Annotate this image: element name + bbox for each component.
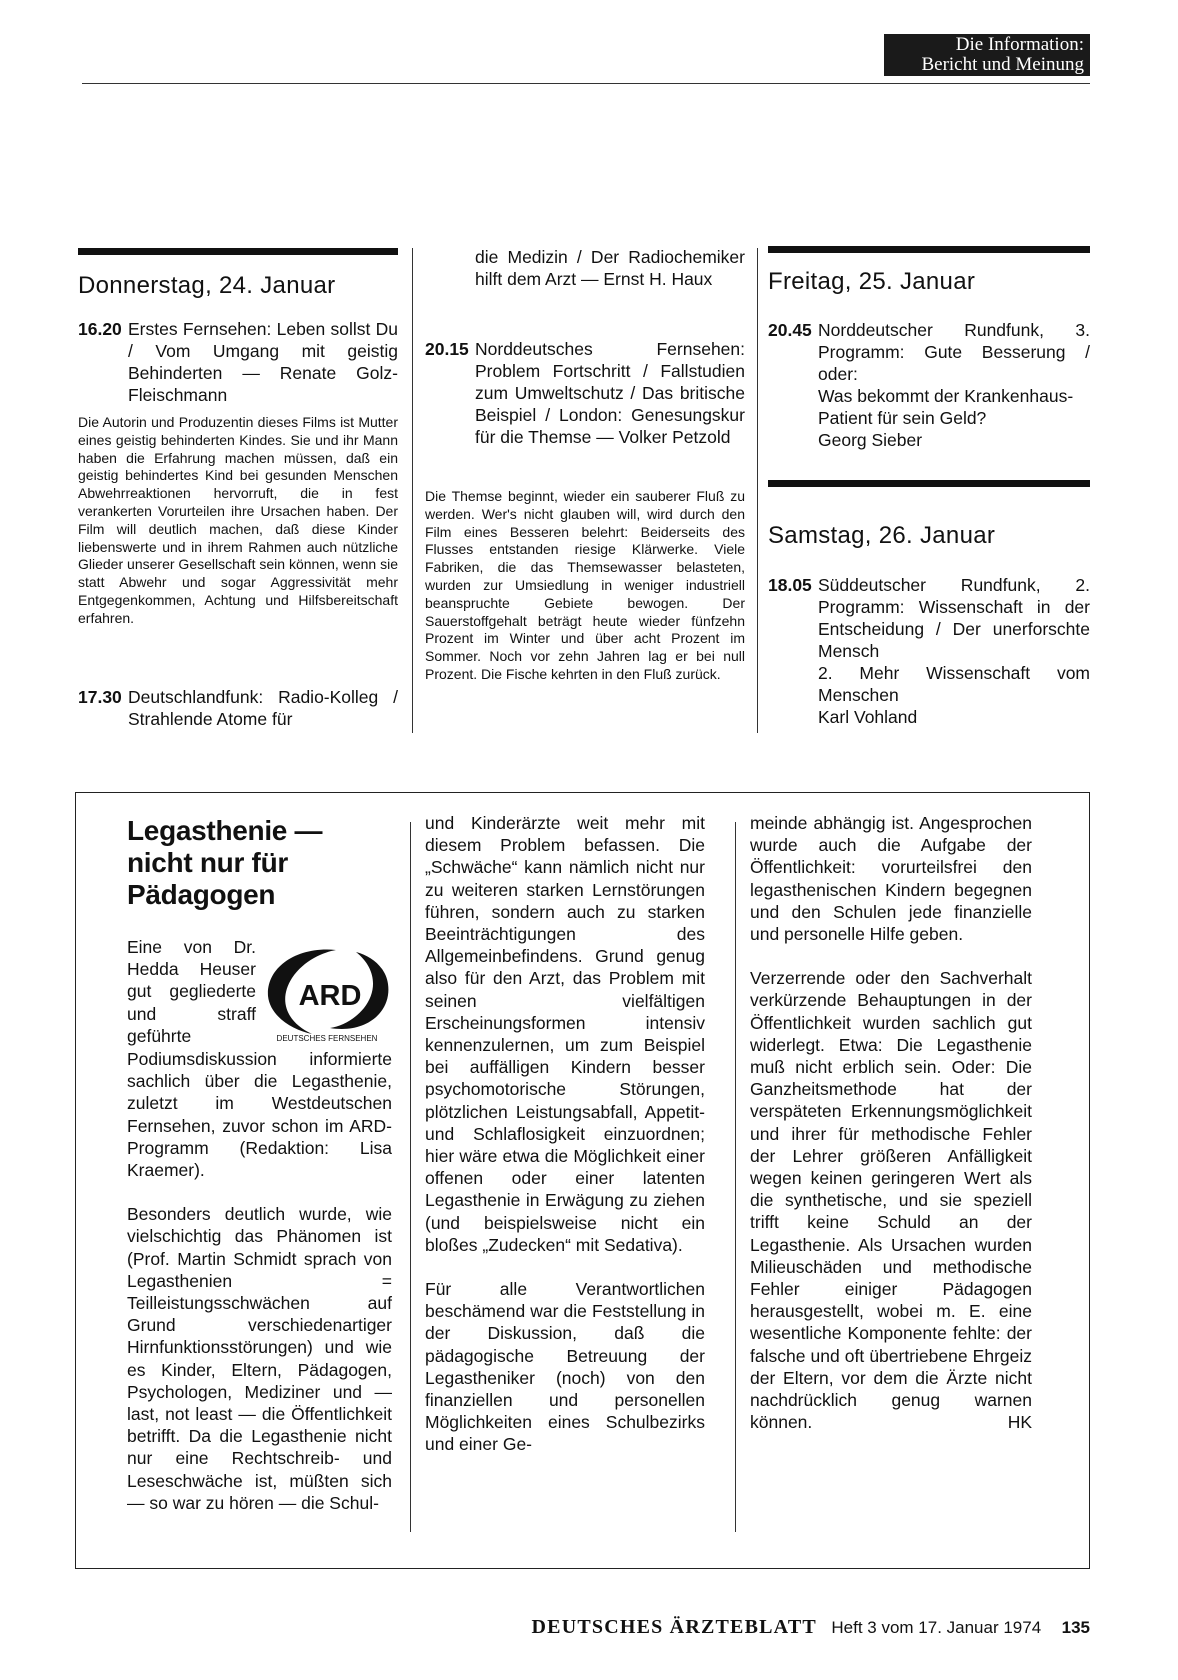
page-number: 135	[1061, 1618, 1090, 1637]
program-title-continued: die Medizin / Der Radiochemiker hilft dem Arzt — Ernst H. Haux	[475, 247, 745, 289]
program-title: Süddeutscher Rundfunk, 2. Programm: Wissenschaft in der Entscheidung / Der unerforschte Mensch	[818, 575, 1090, 661]
article-paragraph: und Kinderärzte weit mehr mit diesem Problem befassen. Die „Schwäche“ kann nämlich nicht nur zu weiteren starken Lernstörungen führen, sondern auch zu starken Beeinträchtigungen des Allgemeinbefindens. Grund genug also für den Arzt, das Problem mit seinen vielfältigen Erscheinungsformen intensiv kennenzulernen, um zum Beispiel bei auffälligen Kindern besser psychomotorische Störungen, plötzlichen Leistungsabfall, Appetit- und Schlaflosigkeit einzuordnen; hier wäre etwa die Möglichkeit einer offenen oder einer latenten Legasthenie in Erwägung zu ziehen (und beispielsweise nicht ein bloßes „Zudecken“ mit Sedativa).	[425, 813, 705, 1255]
day-divider-bar	[78, 248, 398, 255]
column-divider	[757, 248, 758, 733]
section-badge	[884, 34, 1090, 76]
program-subtitle: 2. Mehr Wissenschaft vom Menschen	[818, 663, 1090, 705]
article-paragraph-text: Eine von Dr. Hedda Heuser gut gegliederte und straff geführte Podiumsdiskussion informierte sachlich über die Legasthenie, zuletzt im Westdeutschen Fernsehen, zuvor schon im ARD-Programm (Redaktion: Lisa Kraemer).	[127, 937, 392, 1181]
program-author: Georg Sieber	[818, 430, 923, 450]
day-divider-bar	[768, 480, 1090, 487]
program-title: Deutschlandfunk: Radio-Kolleg / Strahlende Atome für	[128, 687, 398, 729]
day-heading-friday: Freitag, 25. Januar	[768, 268, 976, 295]
program-time: 20.15	[425, 339, 469, 359]
ard-logo-text: ARD	[298, 980, 362, 1012]
program-title: Norddeutscher Rundfunk, 3. Programm: Gute Besserung / oder:	[818, 320, 1090, 384]
issue-info: Heft 3 vom 17. Januar 1974	[831, 1618, 1042, 1637]
program-entry	[78, 686, 398, 730]
program-entry	[78, 318, 398, 406]
header-rule	[82, 83, 1090, 84]
article-paragraph: Besonders deutlich wurde, wie vielschichtig das Phänomen ist (Prof. Martin Schmidt sprach von Legasthenien = Teilleistungsschwächen auf Grund verschiedenartiger Hirnfunktionsstörungen) und wie es Kinder, Eltern, Pädagogen, Psychologen, Mediziner und — last, not least — die Öffentlichkeit betrifft. Da die Legasthenie nicht nur eine Rechtschreib- und Leseschwäche ist, müßten sich — so war zu hören — die Schul-	[127, 1204, 392, 1513]
article-column-3	[750, 812, 1032, 1434]
program-entry	[768, 574, 1090, 728]
article-paragraph: Verzerrende oder den Sachverhalt verkürzende Behauptungen in der Öffentlichkeit wurden sachlich gut widerlegt. Etwa: Die Legasthenie muß nicht erblich sein. Oder: Die Ganzheitsmethode hat der verspäteten Erkennungsmöglichkeit und ihrer für methodische Fehler der Lehrer größeren Anfälligkeit wegen keinen geringeren Wert als die synthetische, und sie speziell trifft keine Schuld an der Legasthenie. Als Ursachen wurden Milieuschäden und methodische Fehler einiger Pädagogen herausgestellt, wobei m. E. eine wesentliche Komponente fehlte: der falsche und oft übertriebene Ehrgeiz der Eltern, vor dem die Ärzte nicht nachdrücklich genug warnen können.	[750, 968, 1032, 1433]
program-entry-continued	[425, 246, 745, 290]
program-description: Die Themse beginnt, wieder ein sauberer Fluß zu werden. Wer's nicht glauben will, wird durch den Film eines Besseren belehrt: Beiderseits des Flusses entstanden riesige Klärwerke. Viele Fabriken, die das Themsewasser belasteten, wurden zur Umsiedlung in weniger industriell beanspruchte Gebiete bewogen. Der Sauerstoffgehalt beträgt heute wieder fünfzehn Prozent im Winter und über acht Prozent im Sommer. Noch vor zehn Jahren lag er bei null Prozent. Die Fische kehrten in den Fluß zurück.	[425, 488, 745, 682]
column-divider	[735, 822, 736, 1532]
ard-logo-caption: DEUTSCHES FERNSEHEN	[276, 1034, 378, 1043]
section-label-line2: Bericht und Meinung	[921, 54, 1084, 75]
program-time: 16.20	[78, 319, 122, 339]
program-description: Die Autorin und Produzentin dieses Films ist Mutter eines geistig behinderten Kindes. Sie und ihr Mann haben die Erfahrung machen müssen, daß ein geistig behindertes Kind bei gesunden Menschen Abwehrreaktionen hervorruft, die in fest verankerten Vorurteilen ihre Ursachen haben. Der Film will deutlich machen, daß diese Kinder liebenswerte und in ihrem Rahmen auch nützliche Glieder unserer Gesellschaft sein können, wenn sie statt Abwehr und sogar Aggressivität mehr Entgegenkommen, Achtung und Hilfsbereitschaft erfahren.	[78, 414, 398, 626]
article-headline: Legasthenie — nicht nur für Pädagogen	[127, 815, 323, 910]
day-divider-bar	[768, 246, 1090, 253]
program-title: Norddeutsches Fernsehen: Problem Fortschritt / Fallstudien zum Umweltschutz / Das britische Beispiel / London: Genesungskur für die Themse — Volker Petzold	[475, 339, 745, 447]
article-paragraph	[127, 936, 392, 1181]
section-label-line1: Die Information:	[955, 34, 1084, 55]
column-divider	[412, 248, 413, 733]
column-divider	[410, 822, 411, 1532]
page-footer	[460, 1616, 1090, 1644]
article-column-1	[127, 936, 392, 1536]
program-author: Karl Vohland	[818, 707, 918, 727]
logo-float-space	[260, 936, 392, 1048]
article-paragraph: meinde abhängig ist. Angesprochen wurde auch die Aufgabe der Öffentlichkeit: vorurteilsfrei den legasthenischen Kindern begegnen und den Schulen jede finanzielle und personelle Hilfe geben.	[750, 813, 1032, 945]
article-paragraph: Für alle Verantwortlichen beschämend war die Feststellung in der Diskussion, daß die pädagogische Betreuung der Legastheniker (noch) von den finanziellen und personellen Möglichkeiten eines Schulbezirks und einer Ge-	[425, 1279, 705, 1455]
program-subtitle: Was bekommt der Krankenhaus-Patient für sein Geld?	[818, 386, 1074, 428]
day-heading-saturday: Samstag, 26. Januar	[768, 522, 996, 549]
day-heading-thursday: Donnerstag, 24. Januar	[78, 272, 336, 299]
program-entry	[768, 319, 1090, 451]
article-column-2	[425, 812, 705, 1478]
article-signature: HK	[1007, 1412, 1032, 1433]
program-time: 17.30	[78, 687, 122, 707]
magazine-name: DEUTSCHES ÄRZTEBLATT	[531, 1616, 817, 1638]
program-entry	[425, 338, 745, 448]
program-time: 18.05	[768, 575, 812, 595]
program-title: Erstes Fernsehen: Leben sollst Du / Vom Umgang mit geistig Behinderten — Renate Golz-Fleischmann	[128, 319, 398, 405]
program-time: 20.45	[768, 320, 812, 340]
